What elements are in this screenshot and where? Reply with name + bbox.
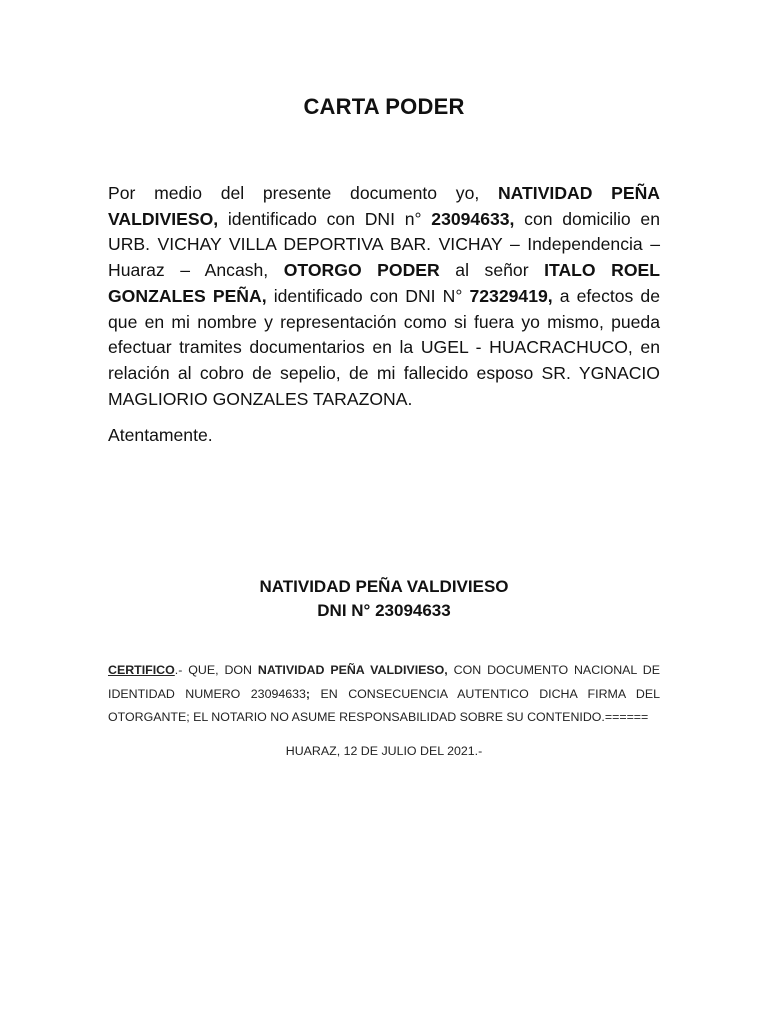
attorney-name: ITALO ROEL GONZALES PEÑA,: [108, 260, 660, 306]
body-text-segment: con domicilio en URB. VICHAY VILLA DEPORTIVA BAR. VICHAY – Independencia – Huaraz – Ancash,: [108, 208, 661, 281]
power-of-attorney-body: [108, 181, 660, 412]
body-text-segment: identificado con DNI N°: [266, 285, 470, 306]
notary-certification: [108, 659, 660, 730]
signer-name: NATIVIDAD PEÑA VALDIVIESO: [259, 577, 509, 596]
certification-date: HUARAZ, 12 DE JULIO DEL 2021.-: [285, 744, 483, 758]
signature-block: [0, 575, 768, 622]
grantor-dni: 23094633,: [431, 208, 515, 229]
grant-phrase: OTORGO PODER: [283, 260, 440, 281]
certification-label: CERTIFICO: [108, 663, 175, 677]
body-text-segment: al señor: [439, 260, 545, 281]
closing-salutation: Atentamente.: [108, 425, 213, 445]
certification-text: EN CONSECUENCIA AUTENTICO DICHA FIRMA DEL OTORGANTE; EL NOTARIO NO ASUME RESPONSABILIDAD SOBRE SU CONTENIDO.======: [108, 686, 660, 724]
grantor-name: NATIVIDAD PEÑA VALDIVIESO,: [108, 183, 661, 229]
attorney-dni: 72329419,: [469, 285, 553, 306]
document-title: CARTA PODER: [303, 94, 465, 119]
certification-text: CON DOCUMENTO NACIONAL DE IDENTIDAD NUMERO 23094633: [108, 663, 660, 701]
certification-text: .- QUE, DON: [174, 663, 258, 677]
body-text-segment: Por medio del presente documento yo,: [108, 183, 498, 203]
certification-semicolon: ;: [305, 686, 311, 701]
body-text-segment: identificado con DNI n°: [218, 208, 432, 229]
signer-dni: DNI N° 23094633: [317, 600, 451, 620]
body-text-segment: a efectos de que en mi nombre y representación como si fuera yo mismo, pueda efectuar tramites documentarios en la UGEL - HUACRACHUCO, en relación al cobro de sepelio, de mi fallecido esposo SR. YGNACIO MAGLIORIO GONZALES TARAZONA.: [108, 285, 661, 409]
certified-name: NATIVIDAD PEÑA VALDIVIESO,: [257, 663, 448, 677]
